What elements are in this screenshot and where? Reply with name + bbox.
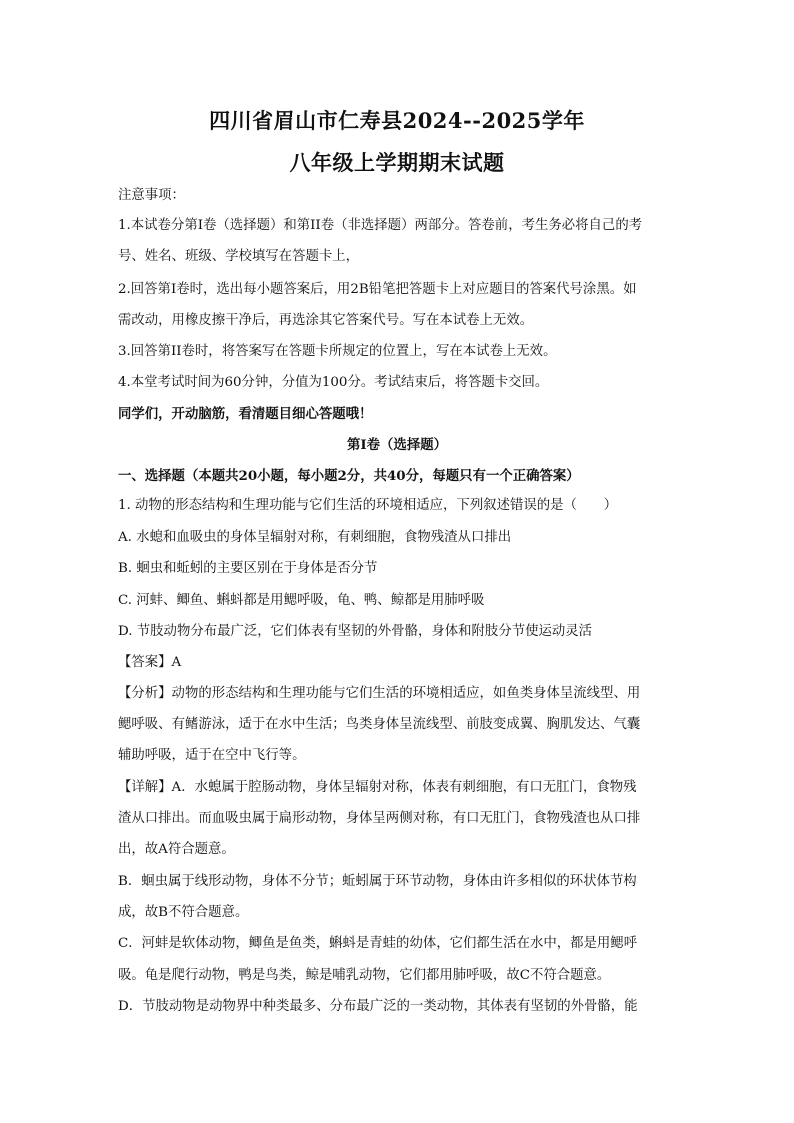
section-title: 第I卷（选择题）	[347, 437, 447, 453]
notice-heading: 注意事项：	[118, 188, 185, 203]
notice-line: 需改动，用橡皮擦干净后，再选涂其它答案代号。写在本试卷上无效。	[118, 313, 534, 328]
detail-line: B．蛔虫属于线形动物，身体不分节；蚯蚓属于环节动物，身体由许多相似的环状体节构	[118, 874, 637, 889]
notice-line: 3.回答第II卷时，将答案写在答题卡所规定的位置上，写在本试卷上无效。	[118, 344, 557, 359]
detail-line: 渣从口排出。而血吸虫属于扁形动物，身体呈两侧对称，有口无肛门，食物残渣也从口排	[118, 811, 641, 826]
analysis-line: 【分析】动物的形态结构和生理功能与它们生活的环境相适应，如鱼类身体呈流线型、用	[118, 686, 641, 701]
notice-line: 号、姓名、班级、学校填写在答题卡上，	[118, 249, 360, 264]
analysis-line: 鳃呼吸、有鳍游泳，适于在水中生活；鸟类身体呈流线型、前肢变成翼、胸肌发达、气囊	[118, 717, 641, 732]
exam-title-line1: 四川省眉山市仁寿县2024--2025学年	[209, 108, 585, 133]
detail-line: D．节肢动物是动物界中种类最多、分布最广泛的一类动物，其体表有坚韧的外骨骼，能	[118, 999, 638, 1014]
question-stem: 1. 动物的形态结构和生理功能与它们生活的环境相适应，下列叙述错误的是（ ）	[118, 498, 618, 513]
question-option-c: C. 河蚌、鲫鱼、蝌蚪都是用鳃呼吸，龟、鸭、鲸都是用肺呼吸	[118, 593, 485, 608]
answer-line: 【答案】A	[118, 655, 182, 670]
detail-line: 吸。龟是爬行动物，鸭是鸟类，鲸是哺乳动物，它们都用肺呼吸，故C不符合题意。	[118, 968, 611, 983]
encouragement-line: 同学们，开动脑筋，看清题目细心答题哦！	[118, 406, 373, 422]
detail-line: C．河蚌是软体动物，鲫鱼是鱼类，蝌蚪是青蛙的幼体，它们都生活在水中，都是用鳃呼	[118, 936, 638, 951]
analysis-line: 辅助呼吸，适于在空中飞行等。	[118, 748, 306, 763]
detail-line: 【详解】A．水螅属于腔肠动物，身体呈辐射对称，体表有刺细胞，有口无肛门，食物残	[118, 780, 637, 795]
part-heading: 一、选择题（本题共20小题，每小题2分，共40分，每题只有一个正确答案）	[118, 468, 580, 484]
question-option-b: B. 蛔虫和蚯蚓的主要区别在于身体是否分节	[118, 561, 378, 576]
exam-title-line2: 八年级上学期期末试题	[289, 150, 505, 175]
notice-line: 1.本试卷分第I卷（选择题）和第II卷（非选择题）两部分。答卷前，考生务必将自己的考	[118, 218, 643, 233]
detail-line: 成，故B不符合题意。	[118, 905, 249, 920]
detail-line: 出，故A符合题意。	[118, 842, 235, 857]
question-option-d: D. 节肢动物分布最广泛，它们体表有坚韧的外骨骼，身体和附肢分节使运动灵活	[118, 624, 593, 639]
notice-line: 2.回答第I卷时，选出每小题答案后，用2B铅笔把答题卡上对应题目的答案代号涂黑。如	[118, 282, 637, 297]
question-option-a: A. 水螅和血吸虫的身体呈辐射对称，有刺细胞，食物残渣从口排出	[118, 530, 512, 545]
notice-line: 4.本堂考试时间为60分钟，分值为100分。考试结束后，将答题卡交回。	[118, 375, 549, 390]
